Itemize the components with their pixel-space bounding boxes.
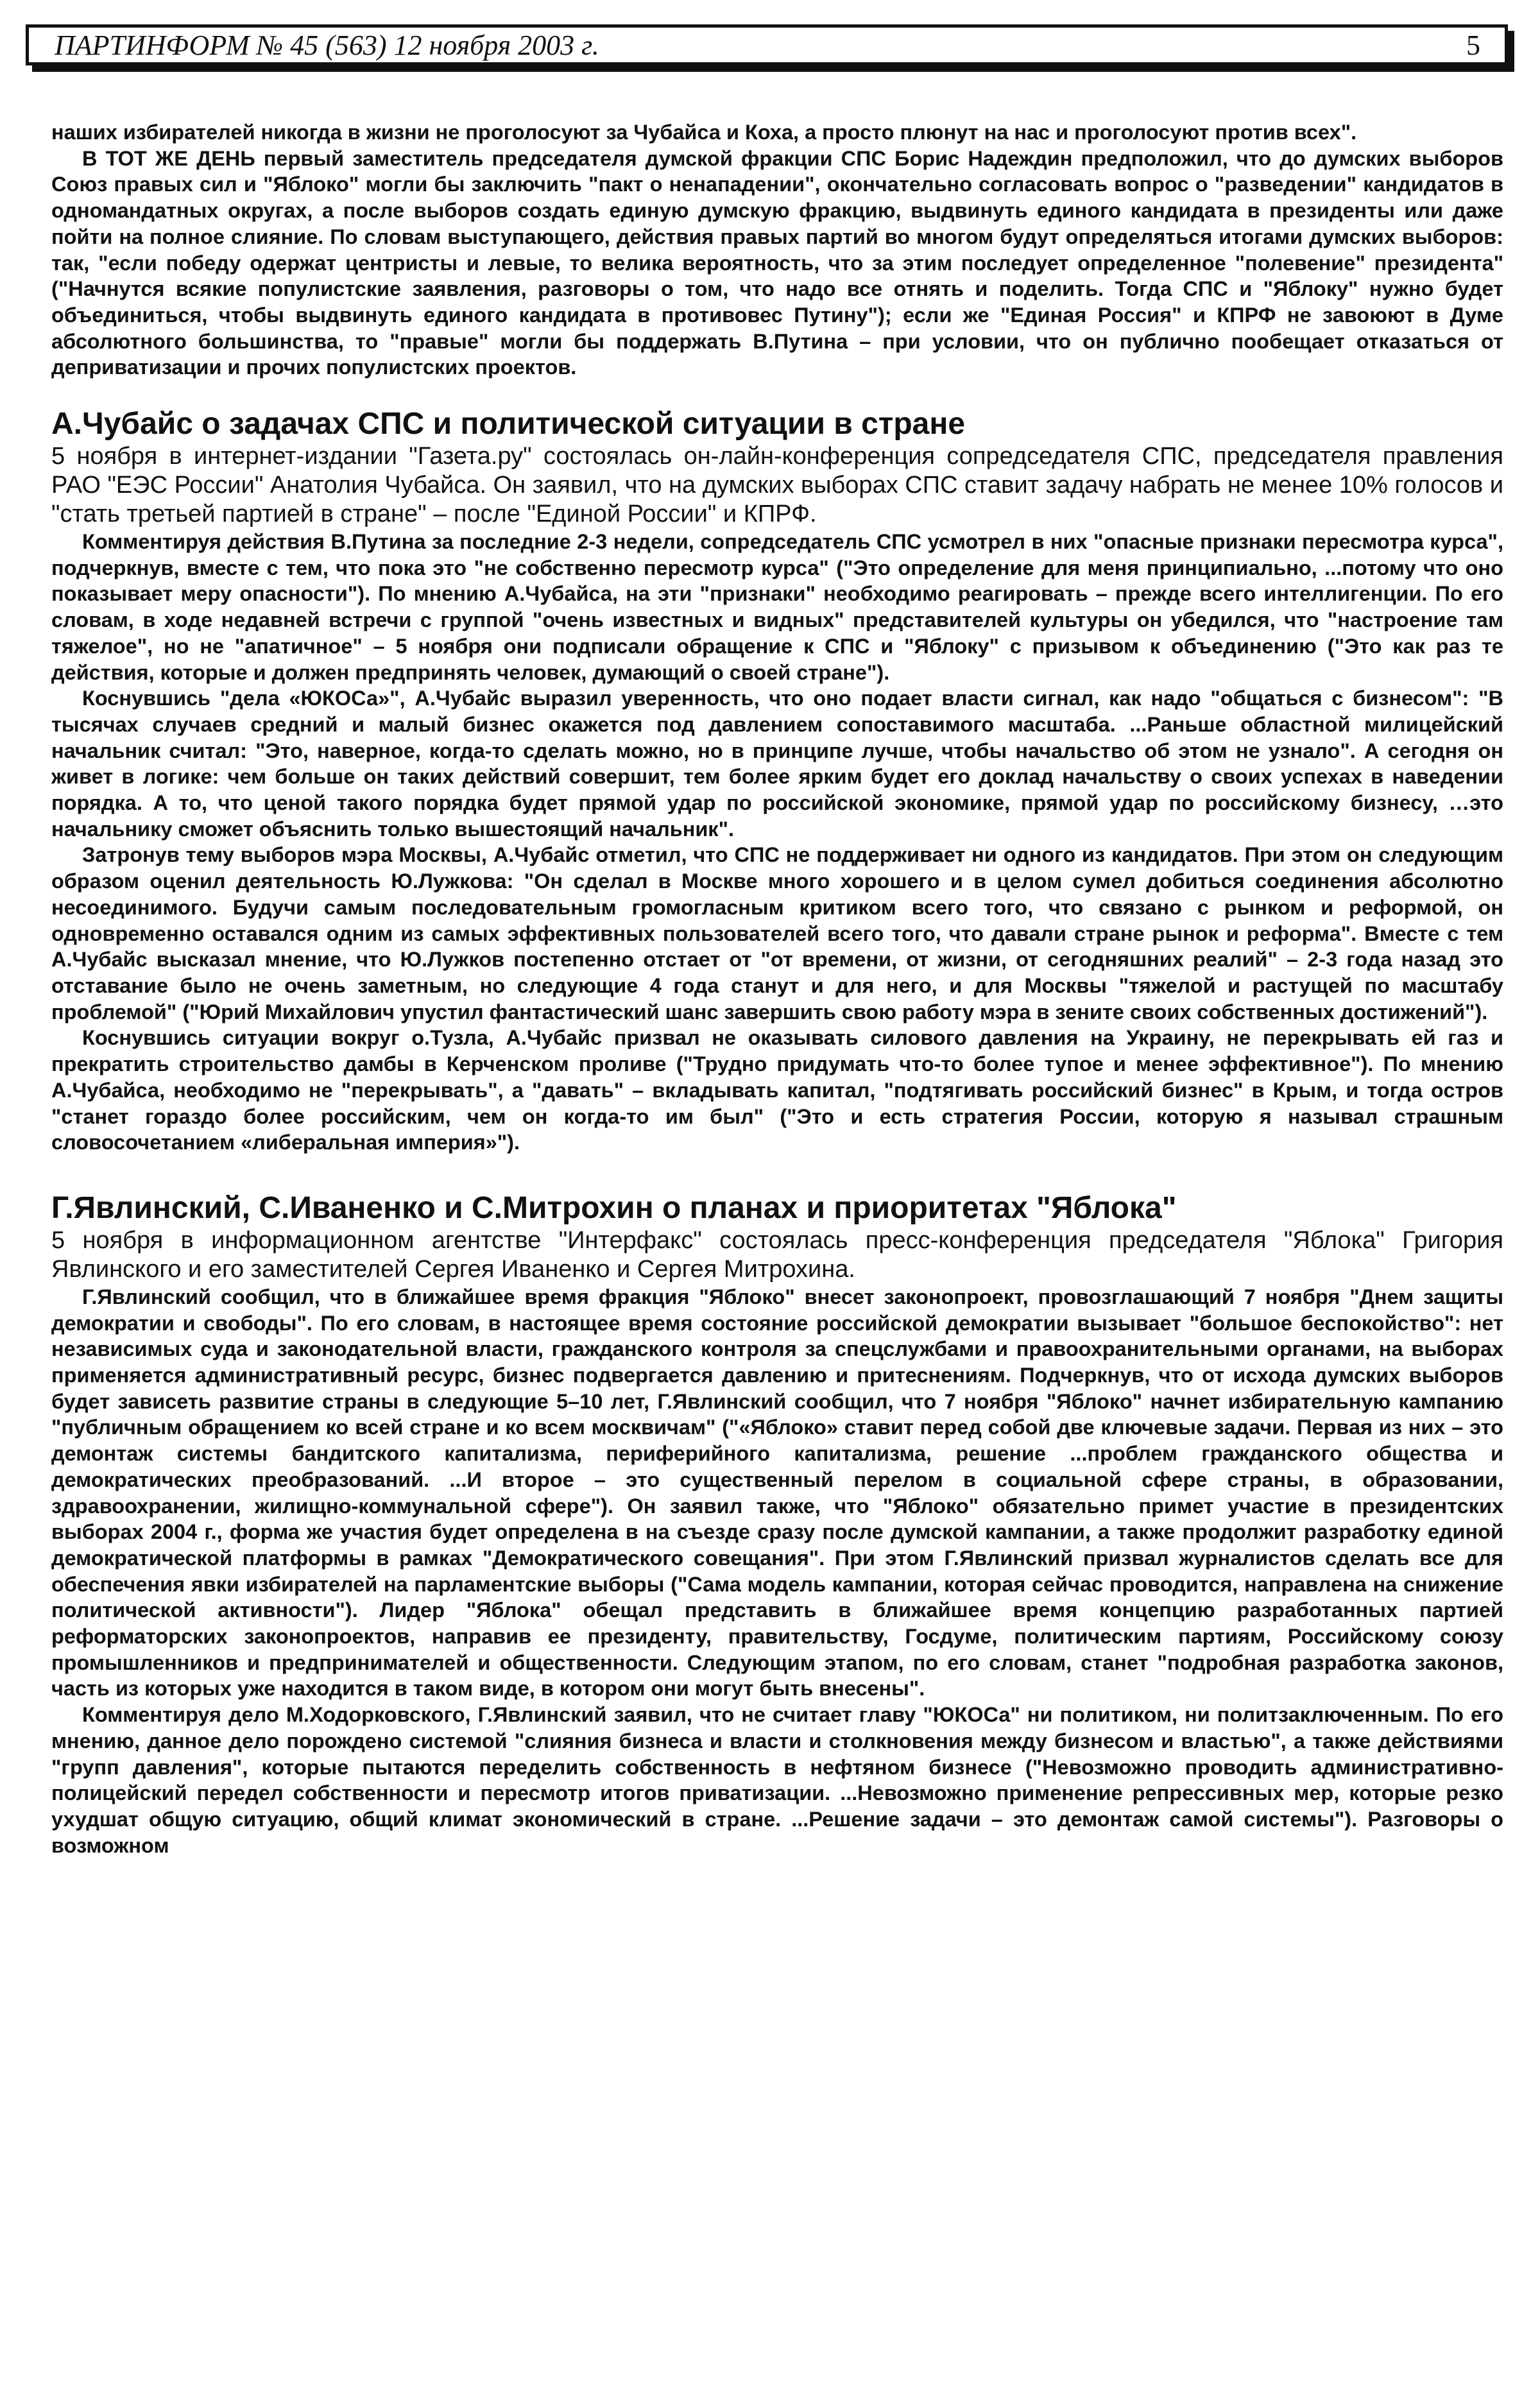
section1-paragraph-4: Коснувшись ситуации вокруг о.Тузла, А.Чубайс призвал не оказывать силового давления на Украину, не перекрывать ей газ и прекратить строительство дамбы в Керченском проливе ("Трудно придумать что-то более тупое и менее эффективное"). По мнению А.Чубайса, необходимо не "перекрывать", а "давать" – вкладывать капитал, "подтягивать российский бизнес" в Крым, и тогда остров "станет гораздо более российским, чем он когда-то им был" ("Это и есть стратегия России, которую я называл страшным словосочетанием «либеральная империя»"). [51, 1026, 1503, 1154]
section1-lead: 5 ноября в интернет-издании "Газета.ру" состоялась он-лайн-конференция сопредседателя СПС, председателя правления РАО "ЕЭС России" Анатолия Чубайса. Он заявил, что на думских выборах СПС ставит задачу набрать не менее 10% голосов и "стать третьей партией в стране" – после "Единой России" и КПРФ. [51, 443, 1503, 528]
intro-paragraph-2: В ТОТ ЖЕ ДЕНЬ первый заместитель председателя думской фракции СПС Борис Надеждин предположил, что до думских выборов Союз правых сил и "Яблоко" могли бы заключить "пакт о ненападении", окончательно согласовать вопрос о "разведении" кандидатов в одномандатных округах, а после выборов создать единую думскую фракцию, выдвинуть единого кандидата в президенты или даже пойти на полное слияние. По словам выступающего, действия правых партий во многом будут определяться итогами думских выборов: так, "если победу одержат центристы и левые, то велика вероятность, что за этим последует определенное "полевение" президента" ("Начнутся всякие популистские заявления, разговоры о том, что надо все отнять и поделить. Тогда СПС и "Яблоку" нужно будет объединиться, чтобы выдвинуть единого кандидата в противовес Путину"); если же "Единая Россия" и КПРФ не завоюют в Думе абсолютного большинства, то "правые" могли бы поддержать В.Путина – при условии, что он публично пообещает отказаться от деприватизации и прочих популистских проектов. [51, 146, 1503, 379]
section1-paragraph-3: Затронув тему выборов мэра Москвы, А.Чубайс отметил, что СПС не поддерживает ни одного из кандидатов. При этом он следующим образом оценил деятельность Ю.Лужкова: "Он сделал в Москве много хорошего и в целом сумел добиться соединения абсолютно несоединимого. Будучи самым последовательным громогласным критиком всего того, что связано с рынком и реформой, он одновременно оставался одним из самых эффективных пользователей всего того, что давали стране рынок и реформа". Вместе с тем А.Чубайс высказал мнение, что Ю.Лужков постепенно отстает от "от времени, от жизни, от сегодняшних реалий" – 2-3 года назад это отставание было не очень заметным, но следующие 4 года станут и для него, и для Москвы "тяжелой и растущей по масштабу проблемой" ("Юрий Михайлович упустил фантастический шанс завершить свою работу мэра в зените своих собственных достижений"). [51, 843, 1503, 1024]
section1-paragraph-2: Коснувшись "дела «ЮКОСа»", А.Чубайс выразил уверенность, что оно подает власти сигнал, как надо "общаться с бизнесом": "В тысячах случаев средний и малый бизнес окажется под давлением сопоставимого масштаба. ...Раньше областной милицейский начальник считал: "Это, наверное, когда-то сделать можно, но в принципе лучше, чтобы начальство об этом не узнало". А сегодня он живет в логике: чем больше он таких действий совершит, тем более ярким будет его доклад начальству о своих успехах в наведении порядка. А то, что ценой такого порядка будет прямой удар по российской экономике, прямой удар по российскому бизнесу, …это начальнику сможет объяснить только вышестоящий начальник". [51, 687, 1503, 841]
publication-title: ПАРТИНФОРМ № 45 (563) 12 ноября 2003 г. [55, 29, 599, 61]
section2-lead: 5 ноября в информационном агентстве "Интерфакс" состоялась пресс-конференция председателя "Яблока" Григория Явлинского и его заместителей Сергея Иваненко и Сергея Митрохина. [51, 1226, 1503, 1283]
article-body [51, 119, 1503, 1858]
page-number: 5 [1466, 29, 1480, 61]
section2-paragraph-1: Г.Явлинский сообщил, что в ближайшее время фракция "Яблоко" внесет законопроект, провозглашающий 7 ноября "Днем защиты демократии и свободы". По его словам, в настоящее время состояние российской демократии вызывает "большое беспокойство": нет независимых суда и законодательной власти, гражданского контроля за спецслужбами и правоохранительными органами, на выборах применяется административный ресурс, бизнес подвергается давлению и притеснениям. Подчеркнув, что от исхода думских выборов будет зависеть развитие страны в следующие 5–10 лет, Г.Явлинский сообщил, что 7 ноября "Яблоко" начнет избирательную кампанию "публичным обращением ко всей стране и ко всем москвичам" ("«Яблоко» ставит перед собой две ключевые задачи. Первая из них – это демонтаж системы бандитского капитализма, периферийного капитализма, решение ...проблем гражданского общества и демократических преобразований. ...И второе – это существенный перелом в социальной сфере страны, в образовании, здравоохранении, жилищно-коммунальной сфере"). Он заявил также, что "Яблоко" обязательно примет участие в президентских выборах 2004 г., форма же участия будет определена в на съезде сразу после думской кампании, а также продолжит разработку единой демократической платформы в рамках "Демократического совещания". При этом Г.Явлинский призвал журналистов сделать все для обеспечения явки избирателей на парламентские выборы ("Сама модель кампании, которая сейчас проводится, направлена на снижение политической активности"). Лидер "Яблока" обещал представить в ближайшее время концепцию разработанных партией реформаторских законопроектов, направив ее президенту, правительству, Госдуме, политическим партиям, Российскому союзу промышленников и предпринимателей и общественности. Следующим этапом, по его словам, станет "подробная разработка законов, часть из которых уже находится в таком виде, в котором они могут быть внесены". [51, 1285, 1503, 1701]
intro-paragraph-1: наших избирателей никогда в жизни не проголосуют за Чубайса и Коха, а просто плюнут на нас и проголосуют против всех". [51, 121, 1357, 144]
section1-title: А.Чубайс о задачах СПС и политической ситуации в стране [51, 407, 966, 441]
section1-paragraph-1: Комментируя действия В.Путина за последние 2-3 недели, сопредседатель СПС усмотрел в них "опасные признаки пересмотра курса", подчеркнув, вместе с тем, что пока это "не собственно пересмотр курса" ("Это определение для меня принципиально, ...потому что оно показывает меру опасности"). По мнению А.Чубайса, на эти "признаки" необходимо реагировать – прежде всего интеллигенции. По его словам, в ходе недавней встречи с группой "очень известных и видных" представителей культуры он убедился, что "настроение там тяжелое", но не "апатичное" – 5 ноября они подписали обращение к СПС и "Яблоку" с призывом к объединению ("Это как раз те действия, которые и должен предпринять человек, думающий о своей стране"). [51, 530, 1503, 684]
section2-paragraph-2: Комментируя дело М.Ходорковского, Г.Явлинский заявил, что не считает главу "ЮКОСа" ни политиком, ни политзаключенным. По его мнению, данное дело порождено системой "слияния бизнеса и власти и столкновения между бизнесом и властью", а также действиями "групп давления", которые пытаются переделить собственность в нефтяном бизнесе ("Невозможно проводить административно-полицейский передел собственности и пересмотр итогов приватизации. ...Невозможно применение репрессивных мер, которые резко ухудшат общую ситуацию, общий климат экономический в стране. ...Решение задачи – это демонтаж самой системы"). Разговоры о возможном [51, 1703, 1503, 1857]
page-header [26, 24, 1508, 65]
section2-title: Г.Явлинский, С.Иваненко и С.Митрохин о планах и приоритетах "Яблока" [51, 1190, 1177, 1225]
